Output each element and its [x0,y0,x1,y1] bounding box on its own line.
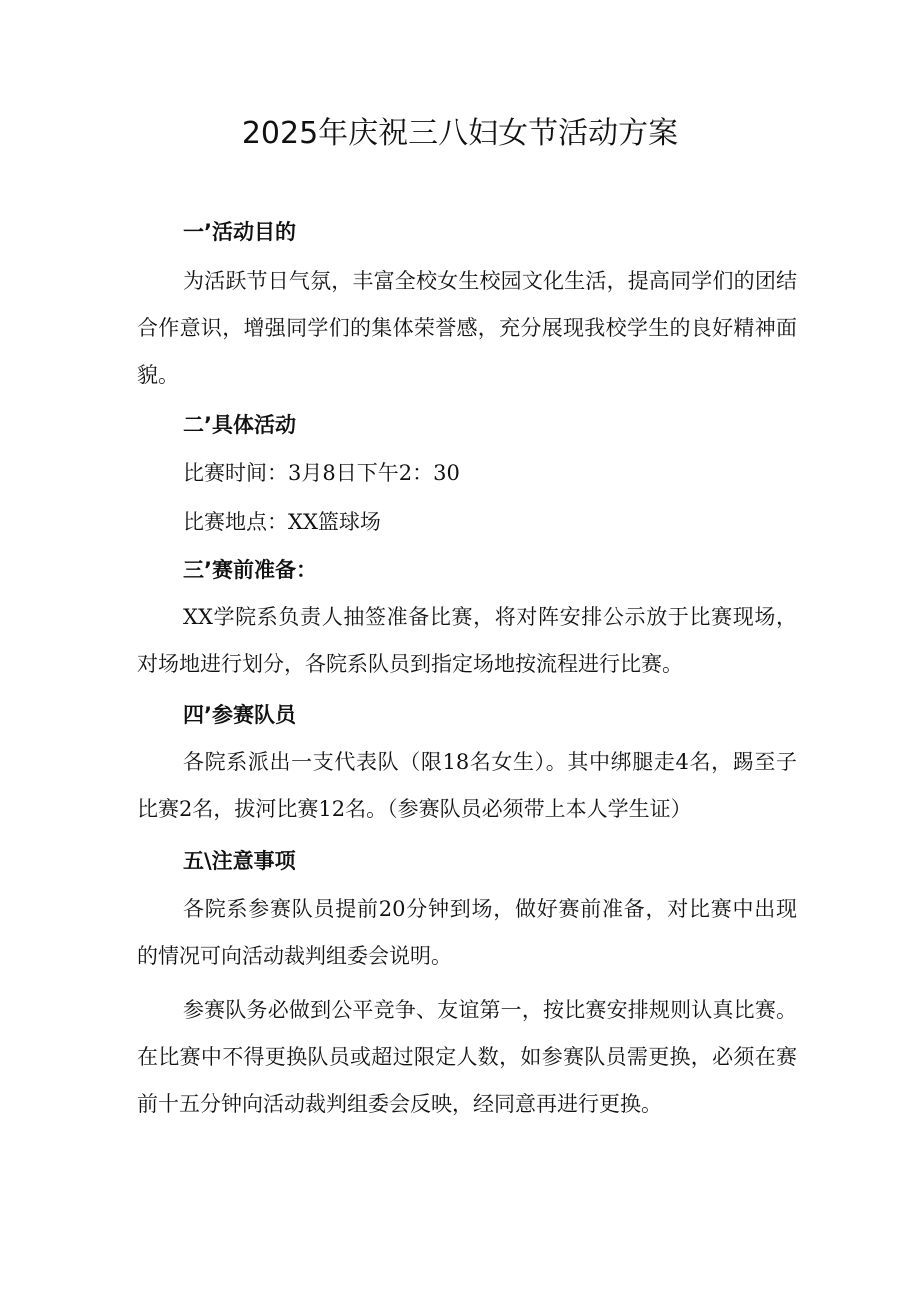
paragraph-team-members: 各院系派出一支代表队（限18名女生）。其中绑腿走4名，踢至子比赛2名，拔河比赛12名。（参赛队员必须带上本人学生证） [137,750,797,821]
section-heading-purpose: 一’活动目的 [183,220,296,244]
section-heading-preparation: 三’赛前准备： [183,558,317,582]
section-heading-notes: 五\注意事项 [183,849,296,873]
paragraph-purpose: 为活跃节日气氛，丰富全校女生校园文化生活，提高同学们的团结合作意识，增强同学们的集体荣誉感，充分展现我校学生的良好精神面貌。 [137,269,797,387]
paragraph-preparation: XX学院系负责人抽签准备比赛，将对阵安排公示放于比赛现场，对场地进行划分，各院系队员到指定场地按流程进行比赛。 [137,605,797,676]
section-heading-activities: 二’具体活动 [183,413,296,437]
section-heading-team-members: 四’参赛队员 [183,703,296,727]
paragraph-notes-2: 参赛队务必做到公平竞争、友谊第一，按比赛安排规则认真比赛。在比赛中不得更换队员或超过限定人数，如参赛队员需更换，必须在赛前十五分钟向活动裁判组委会反映，经同意再进行更换。 [137,998,797,1116]
document-title: 2025年庆祝三八妇女节活动方案 [241,116,679,151]
match-time: 比赛时间：3月8日下午2：30 [183,461,460,485]
paragraph-notes-1: 各院系参赛队员提前20分钟到场，做好赛前准备，对比赛中出现的情况可向活动裁判组委会说明。 [137,897,797,968]
match-location: 比赛地点：XX篮球场 [183,510,381,534]
